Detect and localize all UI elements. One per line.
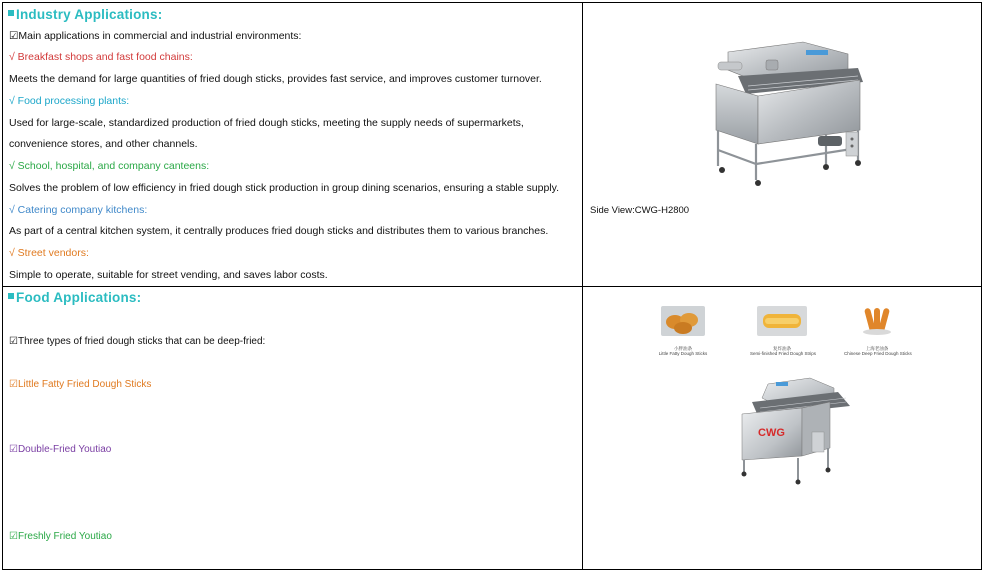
food-thumb-en: Chinese Deep Fried Dough Sticks <box>844 351 912 356</box>
food-type-double-fried: ☑Double-Fried Youtiao <box>9 444 112 455</box>
food-thumb-en: Little Fatty Dough Sticks <box>658 351 708 356</box>
food-thumb-chinese-deep-fried <box>844 306 910 357</box>
industry-item-title-vendors: √ Street vendors: <box>9 247 89 259</box>
little-fatty-dough-photo <box>661 306 705 336</box>
food-type-freshly-fried: ☑Freshly Fried Youtiao <box>9 531 112 542</box>
industry-item-title-breakfast: √ Breakfast shops and fast food chains: <box>9 51 193 63</box>
industry-item-desc-breakfast: Meets the demand for large quantities of fried dough sticks, provides fast service, and improves customer turnover. <box>9 73 542 85</box>
cwg-brand-label: CWG <box>758 427 785 439</box>
industry-item-desc-catering: As part of a central kitchen system, it centrally produces fried dough sticks and distributes them to various branches. <box>9 225 549 237</box>
industry-item-desc-canteens: Solves the problem of low efficiency in fried dough stick production in group dining scenarios, ensuring a stable supply. <box>9 182 560 194</box>
food-intro: ☑Three types of fried dough sticks that can be deep-fried: <box>9 336 266 347</box>
industry-heading-text: Industry Applications: <box>16 7 163 22</box>
food-heading-text: Food Applications: <box>16 290 142 305</box>
industry-item-title-processing: √ Food processing plants: <box>9 95 130 107</box>
industry-item-desc-processing-2: convenience stores, and other channels. <box>9 138 198 150</box>
food-thumb-semi-finished <box>750 306 817 357</box>
cwg-fryer-image <box>738 376 856 486</box>
square-bullet-icon <box>8 293 14 299</box>
food-type-little-fatty: ☑Little Fatty Fried Dough Sticks <box>9 379 152 390</box>
row-divider <box>2 286 982 287</box>
food-thumb-little-fatty <box>654 306 712 357</box>
square-bullet-icon <box>8 10 14 16</box>
food-heading <box>8 290 141 305</box>
chinese-deep-fried-dough-photo <box>855 306 899 336</box>
food-thumb-zh: 上海老油条 <box>865 346 889 351</box>
industry-intro: ☑Main applications in commercial and industrial environments: <box>9 30 302 42</box>
industry-item-title-catering: √ Catering company kitchens: <box>9 204 148 216</box>
fryer-side-view-image <box>708 40 870 188</box>
industry-item-desc-vendors: Simple to operate, suitable for street vending, and saves labor costs. <box>9 269 328 281</box>
industry-item-title-canteens: √ School, hospital, and company canteens: <box>9 160 210 172</box>
food-thumb-zh: 复炸油条 <box>773 346 791 351</box>
food-thumb-en: Semi-finished Fried Dough Strips <box>750 351 817 356</box>
food-thumb-zh: 小胖油条 <box>674 346 692 351</box>
side-view-caption: Side View:CWG-H2800 <box>590 205 690 216</box>
industry-heading <box>8 7 162 22</box>
industry-item-desc-processing: Used for large-scale, standardized production of fried dough sticks, meeting the supply needs of supermarkets, <box>9 117 524 129</box>
semi-finished-dough-photo <box>757 306 807 336</box>
